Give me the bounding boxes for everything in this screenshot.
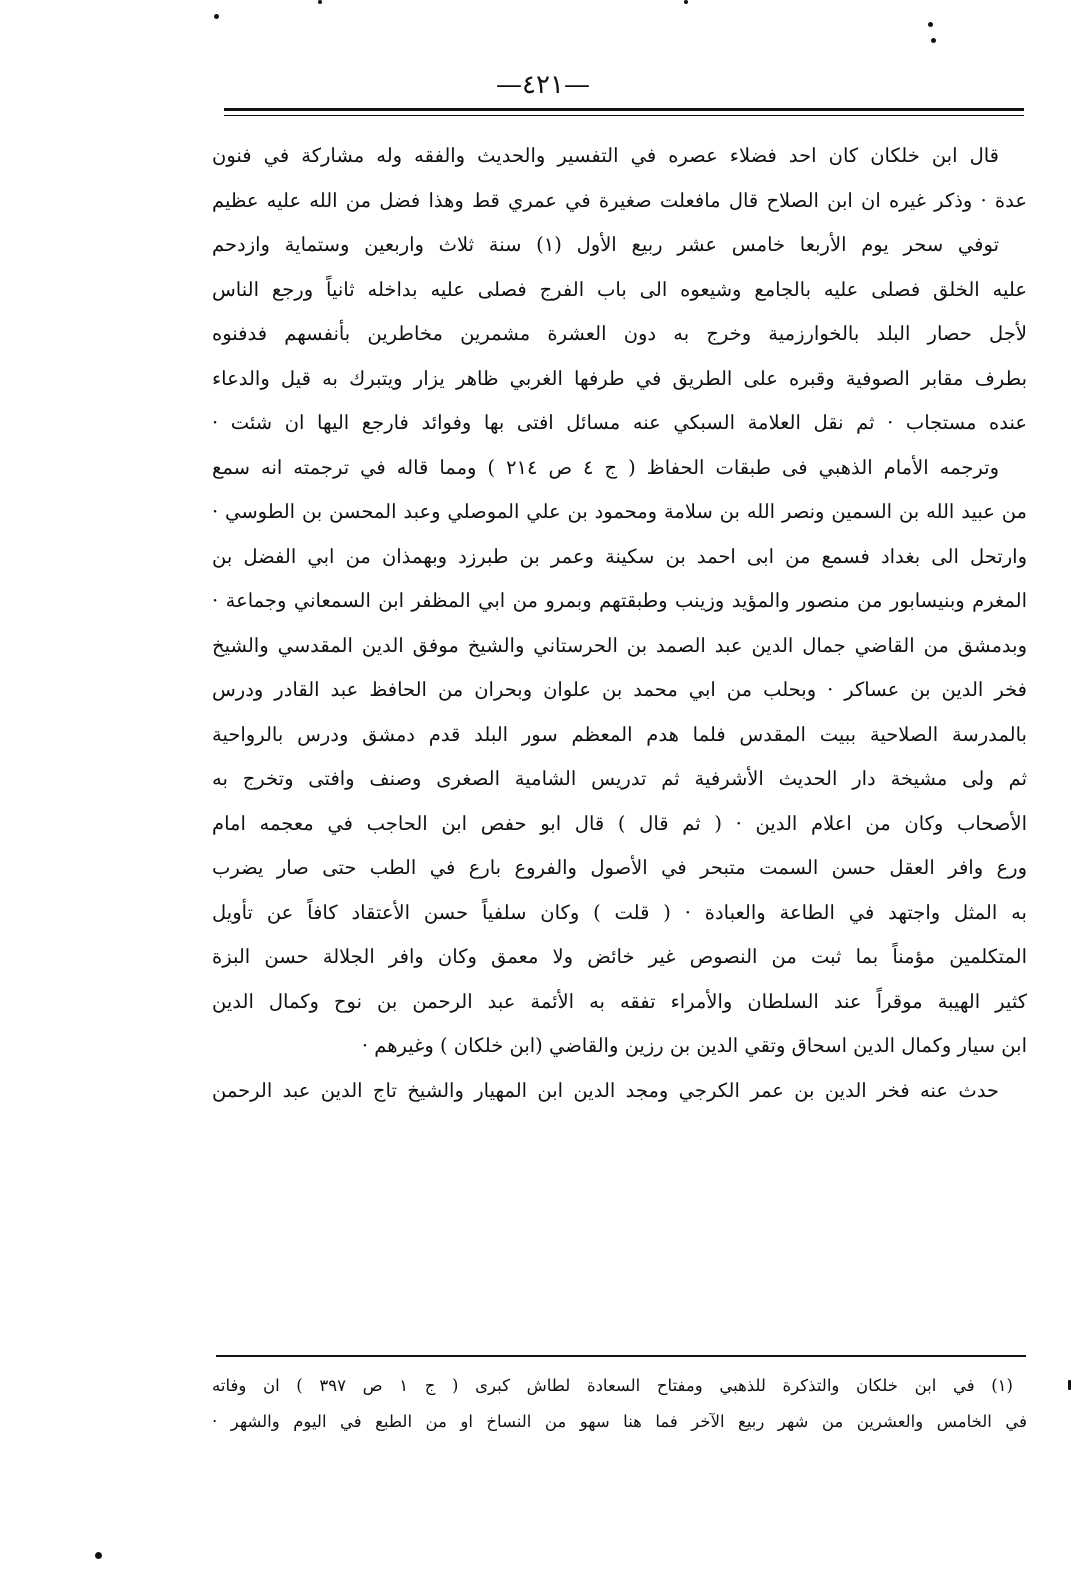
scan-speck — [214, 14, 219, 19]
text-line: عليه الخلق فصلى عليه بالجامع وشيعوه الى باب الفرج فصلى عليه بداخله ثانياً ورجع الناس — [212, 277, 1027, 301]
text-line: به المثل واجتهد في الطاعة والعبادة · ( قلت ) وكان سلفياً حسن الأعتقاد كافاً عن تأويل — [212, 900, 1027, 924]
text-line: حدث عنه فخر الدين بن عمر الكرجي ومجد الدين ابن المهيار والشيخ تاج الدين عبد الرحمن — [212, 1078, 999, 1102]
text-line: كثير الهيبة موقراً عند السلطان والأمراء تفقه به الأئمة عبد الرحمن بن نوح وكمال الدين — [212, 989, 1027, 1013]
scan-speck — [1068, 1380, 1071, 1390]
text-line: بالمدرسة الصلاحية ببيت المقدس فلما هدم المعظم سور البلد قدم دمشق ودرس بالرواحية — [212, 722, 1027, 746]
text-line: من عبيد الله بن السمين ونصر الله بن سلامة ومحمود بن علي الموصلي وعبد المحسن بن الطوسي · — [212, 500, 1027, 523]
page-number: —٤٢١— — [496, 70, 590, 100]
text-line: وارتحل الى بغداد فسمع من ابى احمد بن سكينة وعمر بن طبرزد وبهمذان من ابي الفضل بن — [212, 544, 1027, 568]
header-rule-thin — [224, 115, 1024, 116]
footnote-separator — [216, 1355, 1026, 1357]
text-line: الأصحاب وكان من اعلام الدين · ( ثم قال ) قال ابو حفص ابن الحاجب في معجمه امام — [212, 811, 1027, 835]
footnote-line: (١) في ابن خلكان والتذكرة للذهبي ومفتاح السعادة لطاش كبرى ( ج ١ ص ٣٩٧ ) ان وفاته — [212, 1376, 1013, 1395]
text-line: وبدمشق من القاضي جمال الدين عبد الصمد بن الحرستاني والشيخ موفق الدين المقدسي والشيخ — [212, 633, 1027, 657]
text-line: عدة · وذكر غيره ان ابن الصلاح قال مافعلت صغيرة في عمري قط وهذا فضل من الله عليه عظيم — [212, 188, 1027, 212]
text-line: وترجمه الأمام الذهبي فى طبقات الحفاظ ( ج ٤ ص ٢١٤ ) ومما قاله في ترجمته انه سمع — [212, 455, 999, 479]
footnote-line: في الخامس والعشرين من شهر ربيع الآخر فما هنا سهو من النساخ او من الطبع في اليوم والشهر · — [212, 1412, 1027, 1431]
text-line: ابن سيار وكمال الدين اسحاق وتقي الدين بن رزين والقاضي (ابن خلكان ) وغيرهم · — [361, 1034, 1027, 1057]
scan-speck — [684, 0, 688, 4]
scan-speck — [928, 22, 933, 27]
text-line: عنده مستجاب · ثم نقل العلامة السبكي عنه مسائل افتى بها وفوائد فارجع اليها ان شئت · — [212, 411, 1027, 434]
text-line: لأجل حصار البلد بالخوارزمية وخرج به دون العشرة مشمرين مخاطرين بأنفسهم فدفنوه — [212, 322, 1027, 345]
text-line: ثم ولى مشيخة دار الحديث الأشرفية ثم تدريس الشامية الصغرى وصنف وافتى وتخرج به — [212, 767, 1027, 790]
text-line: ورع وافر العقل حسن السمت متبحر في الأصول والفروع بارع في الطب حتى صار يضرب — [212, 856, 1027, 879]
header-rule-thick — [224, 108, 1024, 111]
main-text — [212, 134, 1027, 1113]
text-line: المغرم وبنيسابور من منصور والمؤيد وزينب وطبقتهم وبمرو من ابي المظفر ابن السمعاني وجماعة · — [212, 589, 1027, 612]
text-line: قال ابن خلكان كان احد فضلاء عصره في التفسير والحديث والفقه وله مشاركة في فنون — [212, 144, 999, 167]
text-line: بطرف مقابر الصوفية وقبره على الطريق في طرفها الغربي ظاهر يزار ويتبرك به قيل والدعاء — [212, 366, 1027, 390]
footnotes — [212, 1368, 1027, 1440]
text-line: فخر الدين بن عساكر · وبحلب من ابي محمد بن علوان وبحران من الحافظ عبد القادر ودرس — [212, 678, 1027, 701]
scan-speck — [95, 1552, 102, 1559]
scan-speck — [318, 0, 322, 4]
scan-speck — [931, 38, 936, 43]
text-line: توفي سحر يوم الأربعا خامس عشر ربيع الأول (١) سنة ثلاث واربعين وستماية وازدحم — [212, 233, 999, 256]
text-line: المتكلمين مؤمناً بما ثبت من النصوص غير خائض ولا معمق وكان وافر الجلالة حسن البزة — [212, 945, 1027, 968]
